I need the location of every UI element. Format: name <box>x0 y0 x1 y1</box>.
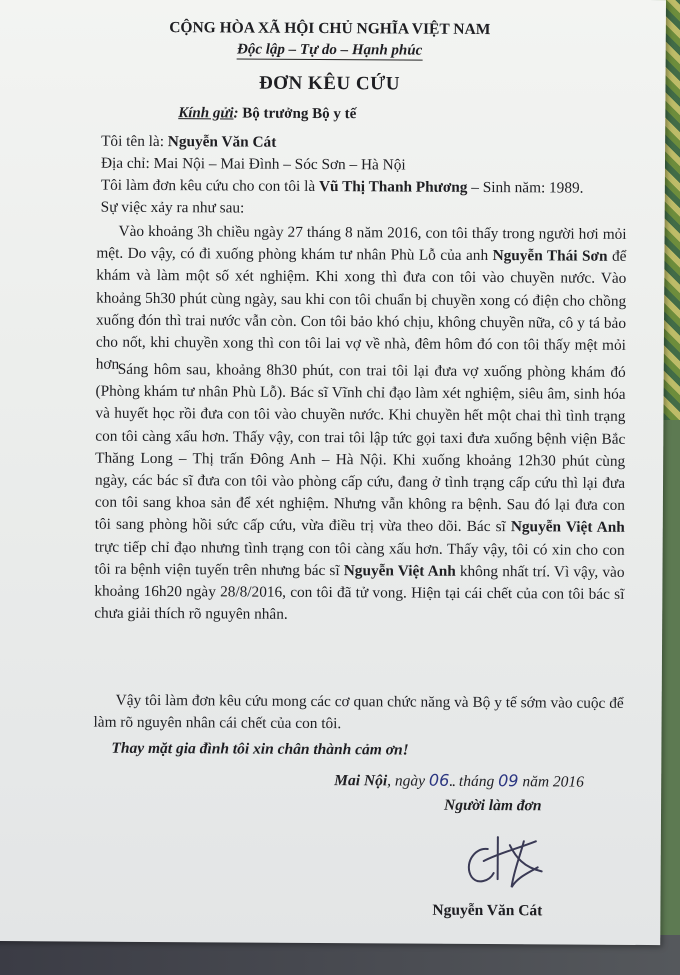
thanks-line: Thay mặt gia đình tôi xin chân thành cảm ơn! <box>111 739 409 759</box>
motto-text: Độc lập – Tự do – Hạnh phúc <box>236 41 423 59</box>
day-dots: .. <box>449 772 456 790</box>
recipient-value: Bộ trưởng Bộ y tế <box>242 105 357 123</box>
day-label: , ngày <box>387 772 429 790</box>
petitioner-label: Người làm đơn <box>444 796 542 815</box>
request-line <box>101 177 584 198</box>
paragraph-3: Vậy tôi làm đơn kêu cứu mong các cơ quan chức năng và Bộ y tế sớm vào cuộc để làm rõ nguyên nhân cái chết của con tôi. <box>93 691 624 733</box>
recipient-line <box>178 105 356 123</box>
request-prefix: Tôi làm đơn kêu cứu cho con tôi là <box>100 176 320 195</box>
address-line: Địa chỉ: Mai Nội – Mai Đình – Sóc Sơn – Hà Nội <box>100 154 406 174</box>
request-suffix: – Sinh năm: 1989. <box>467 178 584 197</box>
document-title: ĐƠN KÊU CỨU <box>258 72 401 95</box>
nation-heading: CỘNG HÒA XÃ HỘI CHỦ NGHĨA VIỆT NAM <box>169 19 491 39</box>
child-name: Vũ Thị Thanh Phương <box>318 177 468 196</box>
p1-text-2: để khám và làm một số xét nghiệm. Khi xong thì đưa con tôi vào chuyền nước. Vào khoảng 5h30 phút cùng ngày, sau khi con tôi chuẩn bị chuyền xong có điện cho chồng xuống đón thì trai nước vẫn còn. Con tôi bảo khó chịu, không chuyền nữa, cô y tá bảo cho nốt, khi chuyền xong thì con tôi lai vợ về nhà, đêm hôm đó con tôi thấy mệt mỏi hơn. <box>95 247 627 374</box>
name-label: Tôi tên là: <box>101 132 168 151</box>
p2-text-2: trực tiếp chỉ đạo nhưng tình trạng con tôi càng xấu hơn. Thấy vậy, tôi có xin cho con tôi ra bệnh viện tuyến trên nhưng bác sĩ <box>94 538 625 579</box>
motto <box>0 40 666 61</box>
story-intro: Sự việc xảy ra như sau: <box>100 198 245 217</box>
signature-icon <box>454 827 564 898</box>
p1-text-1: Vào khoảng 3h chiều ngày 27 tháng 8 năm 2016, con tôi thấy trong người hơi mỏi mệt. Do vậy, có đi xuống phòng khám tư nhân Phù Lỗ của anh <box>96 222 627 265</box>
year-label: năm 2016 <box>518 773 584 791</box>
paragraph-1 <box>96 221 627 380</box>
signer-name: Nguyễn Văn Cát <box>432 901 543 920</box>
p2-doctor-name-2: Nguyễn Việt Anh <box>343 561 456 580</box>
petitioner-name: Nguyễn Văn Cát <box>167 133 277 151</box>
place-name: Mai Nội <box>334 772 388 790</box>
day-value: 06 <box>428 770 450 790</box>
month-label: tháng <box>455 772 499 791</box>
p1-doctor-name: Nguyễn Thái Sơn <box>492 247 608 265</box>
p2-text-3: không nhất trí. Vì vậy, vào khoảng 16h20 ngày 28/8/2016, con tôi đã tử vong. Hiện tại cái chết của con tôi bác sĩ chưa giải thích rõ nguyên nhân. <box>94 562 625 624</box>
month-value: 09 <box>498 771 519 791</box>
paragraph-2 <box>94 359 626 629</box>
recipient-label: Kính gửi <box>178 105 234 122</box>
date-line <box>334 770 584 792</box>
recipient-colon: : <box>233 105 239 122</box>
name-line <box>101 133 276 152</box>
p2-text-1: Sáng hôm sau, khoảng 8h30 phút, con trai tôi lại đưa vợ xuống phòng khám đó (Phòng khám tư nhân Phù Lỗ). Bác sĩ Vĩnh chỉ đạo làm xét nghiệm, siêu âm, sinh hóa và huyết học rồi đưa con tôi vào chuyền nước. Khi chuyền hết một chai thì tình trạng con tôi càng xấu hơn. Thấy vậy, con trai tôi lập tức gọi taxi đưa xuống bệnh viện Bắc Thăng Long – Thị trấn Đông Anh – Hà Nội. Khi xuống khoảng 12h30 phút cùng ngày, các bác sĩ đưa con tôi vào phòng cấp cứu, đang ở tình trạng cấp cứu thì lại đưa con tôi sang khoa sản để xét nghiệm. Nhưng vẫn không ra bệnh. Sau đó lại đưa con tôi sang phòng hồi sức cấp cứu, vừa điều trị vừa theo dõi. Bác sĩ <box>94 360 626 536</box>
p2-doctor-name-1: Nguyễn Việt Anh <box>510 518 625 537</box>
